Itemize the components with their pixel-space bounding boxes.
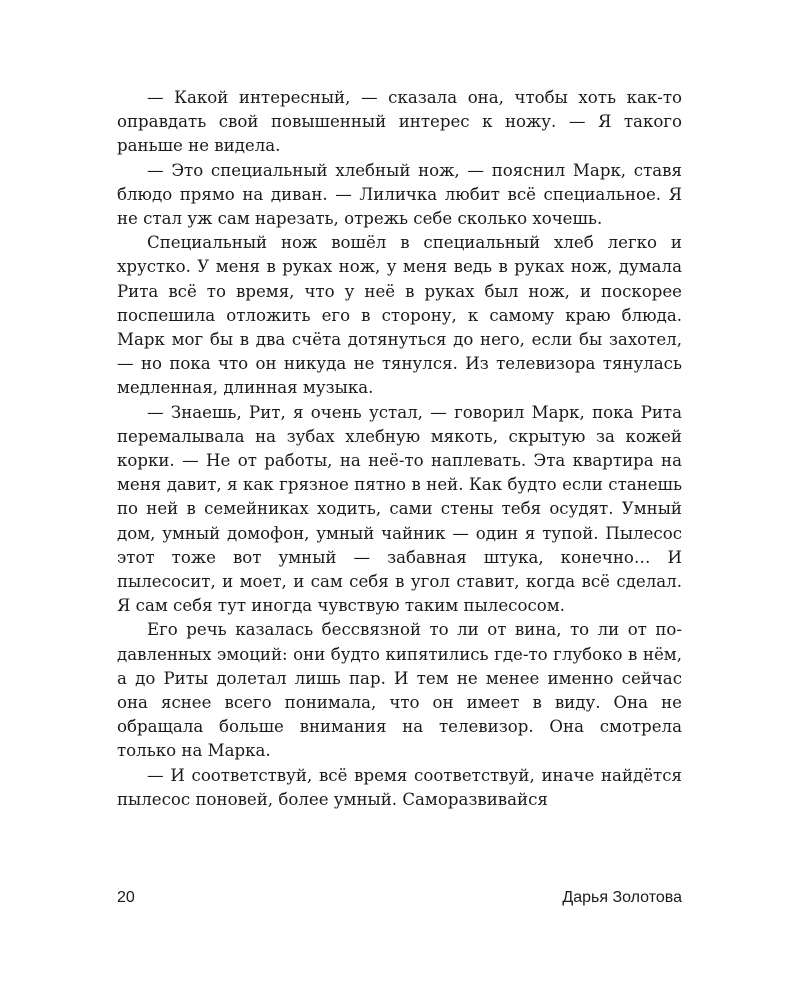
book-page xyxy=(117,86,682,966)
paragraph: — Какой интересный, — сказала она, чтобы хоть как-то оправдать свой повышенный интерес к ножу. — Я такого раньше не видела. xyxy=(117,88,682,156)
page-number: 20 xyxy=(117,889,135,906)
page-footer xyxy=(117,888,682,908)
paragraph: — Это специальный хлебный нож, — пояснил Марк, ставя блюдо прямо на диван. — Лиличка любит всё специальное. Я не стал уж сам нарезать, отрежь себе сколько хочешь. xyxy=(117,160,682,229)
body-text xyxy=(117,86,682,812)
paragraph: — Знаешь, Рит, я очень устал, — говорил Марк, пока Рита перемалывала на зубах хлебную мякоть, скрытую за кожей корки. — Не от работы, на неё-то наплевать. Эта квартира на меня давит, я как грязное пятно в ней. Как будто если станешь по ней в семейниках ходить, сами стены тебя осудят. Умный дом, умный домофон, умный чайник — один я тупой. Пылесос этот тоже вот умный — забавная штука, конечно… И пылесосит, и моет, и сам себя в угол ставит, когда всё сделал. Я сам себя тут иногда чувствую таким пылесосом. xyxy=(117,402,682,616)
running-footer-author: Дарья Золотова xyxy=(562,889,682,906)
paragraph: Специальный нож вошёл в специальный хлеб легко и хрустко. У меня в руках нож, у меня ведь в руках нож, думала Рита всё то время, что у неё в руках был нож, и поскорее поспешила отложить его в сторону, к самому краю блюда. Марк мог бы в два счёта дотянуться до него, если бы захотел, — но пока что он никуда не тянулся. Из телевизора тянулась медленная, длинная музыка. xyxy=(117,233,682,398)
paragraph: — И соответствуй, всё время соответствуй, иначе найдётся пылесос поновей, более умный. Саморазвивайся xyxy=(117,765,682,809)
paragraph: Его речь казалась бессвязной то ли от вина, то ли от подавленных эмоций: они будто кипятились где-то глубоко в нём, а до Риты долетал лишь пар. И тем не менее именно сейчас она яснее всего понимала, что он имеет в виду. Она не обращала больше внимания на телевизор. Она смотрела только на Марка. xyxy=(117,620,682,761)
